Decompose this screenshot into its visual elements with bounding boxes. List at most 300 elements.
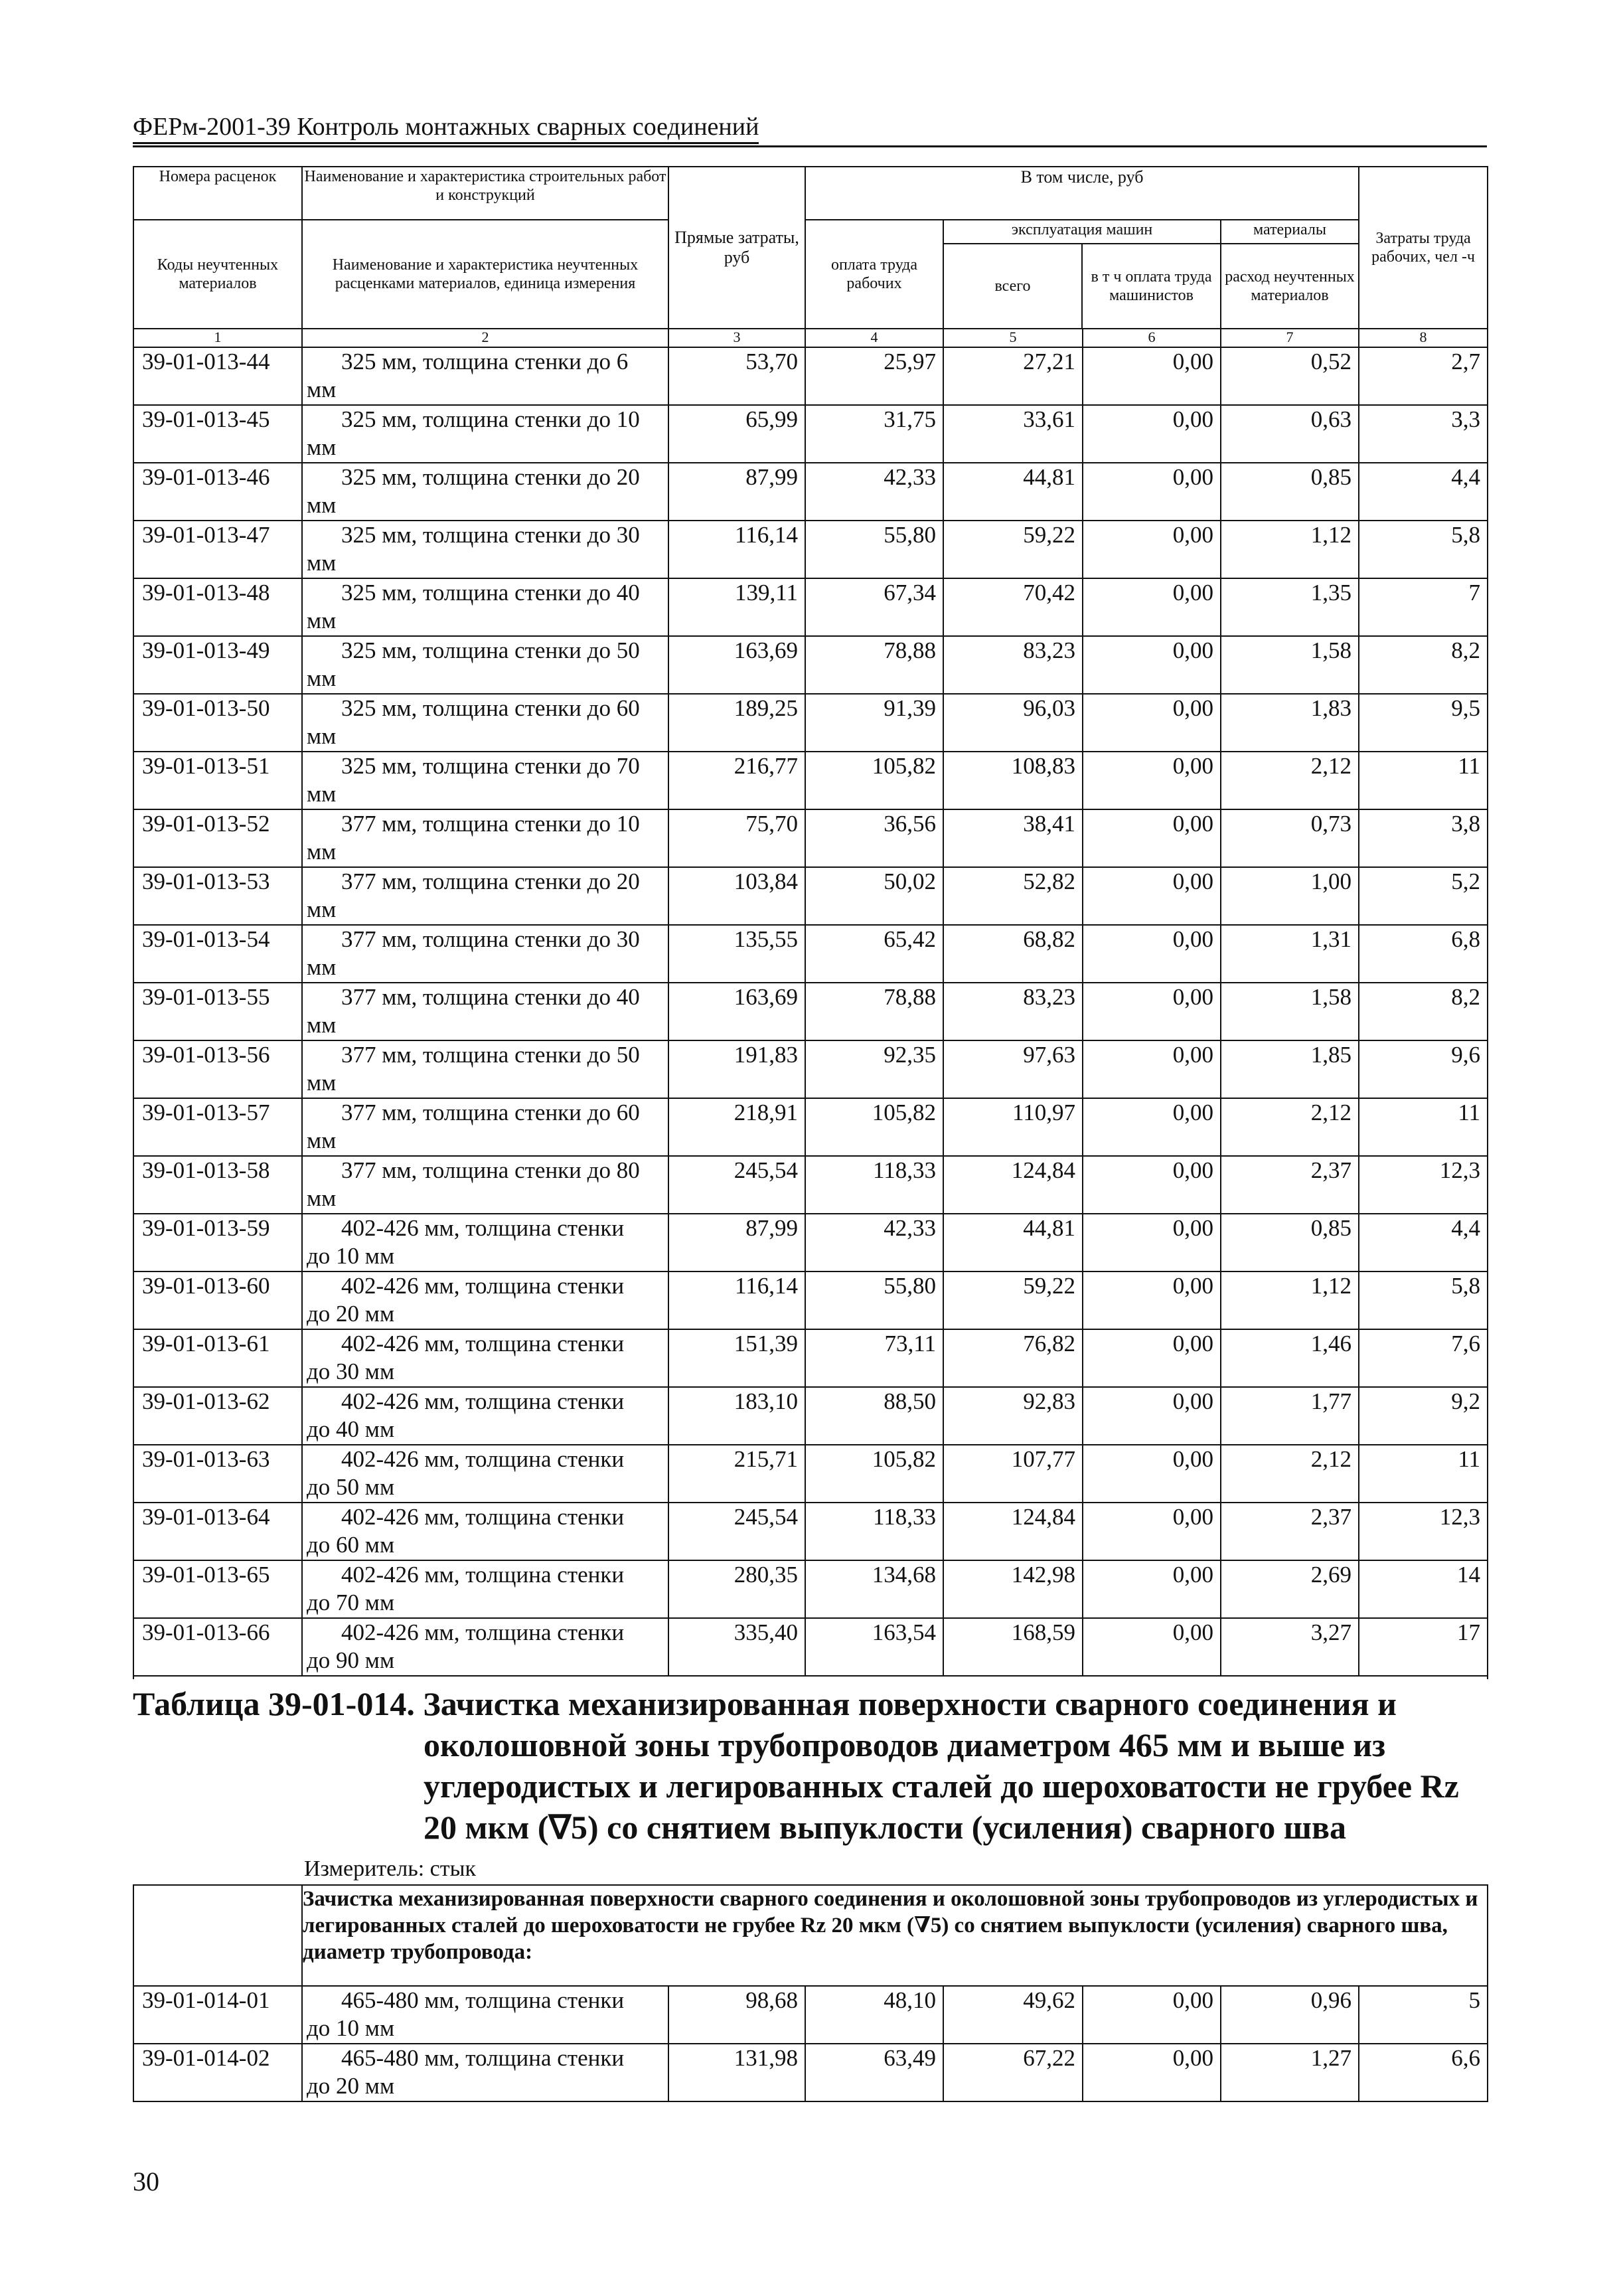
labor-hours: 5,8: [1359, 521, 1488, 578]
col-number: 4: [805, 329, 943, 347]
labor-pay: 67,34: [805, 578, 943, 636]
rate-code: 39-01-014-02: [133, 2044, 302, 2101]
machines-total: 83,23: [943, 636, 1083, 694]
col6-header: в т ч оплата труда машинистов: [1091, 268, 1212, 304]
machines-total: 97,63: [943, 1040, 1083, 1098]
rate-name: [302, 578, 668, 636]
rate-name-line1: 377 мм, толщина стенки до 30: [341, 926, 640, 952]
labor-hours: 6,8: [1359, 925, 1488, 983]
materials-cost: 1,46: [1221, 1329, 1359, 1387]
materials-cost: 0,73: [1221, 809, 1359, 867]
rate-name-line2: до 40 мм: [307, 1416, 395, 1442]
machinist-pay: 0,00: [1083, 2044, 1221, 2101]
labor-hours: 6,6: [1359, 2044, 1488, 2101]
machines-total: 83,23: [943, 983, 1083, 1040]
rate-name-line1: 402-426 мм, толщина стенки: [341, 1273, 625, 1299]
machines-total: 59,22: [943, 521, 1083, 578]
rate-name-line2: мм: [307, 781, 337, 807]
labor-pay: 91,39: [805, 694, 943, 752]
direct-cost: 139,11: [668, 578, 805, 636]
materials-cost: 2,12: [1221, 1098, 1359, 1156]
rate-name-line1: 325 мм, толщина стенки до 60: [341, 695, 640, 721]
machinist-pay: 0,00: [1083, 1156, 1221, 1214]
rate-name: [302, 1156, 668, 1214]
direct-cost: 116,14: [668, 1271, 805, 1329]
rate-name-line2: мм: [307, 550, 337, 576]
rate-code: 39-01-013-60: [133, 1271, 302, 1329]
direct-cost: 218,91: [668, 1098, 805, 1156]
rate-name-line2: до 90 мм: [307, 1647, 395, 1673]
rate-name-line1: 325 мм, толщина стенки до 40: [341, 580, 640, 606]
machinist-pay: 0,00: [1083, 694, 1221, 752]
spacer-row: [133, 1676, 1488, 1679]
labor-hours: 3,8: [1359, 809, 1488, 867]
rate-code: 39-01-013-55: [133, 983, 302, 1040]
rate-code: 39-01-013-59: [133, 1214, 302, 1271]
direct-cost: 131,98: [668, 2044, 805, 2101]
materials-cost: 0,63: [1221, 405, 1359, 463]
machinist-pay: 0,00: [1083, 752, 1221, 809]
table-row: [133, 1618, 1488, 1676]
rate-name-line2: мм: [307, 723, 337, 749]
table2-title: [133, 1683, 1487, 1848]
rate-name-line2: мм: [307, 1127, 337, 1153]
materials-cost: 1,58: [1221, 983, 1359, 1040]
machinist-pay: 0,00: [1083, 405, 1221, 463]
labor-pay: 88,50: [805, 1387, 943, 1445]
rate-name-line2: до 50 мм: [307, 1474, 395, 1500]
machinist-pay: 0,00: [1083, 1986, 1221, 2044]
table-row: [133, 1271, 1488, 1329]
direct-cost: 216,77: [668, 752, 805, 809]
table-row: [133, 1387, 1488, 1445]
rate-name-line1: 325 мм, толщина стенки до 30: [341, 522, 640, 548]
header-title: ФЕРм-2001-39 Контроль монтажных сварных соединений: [133, 112, 759, 144]
direct-cost: 116,14: [668, 521, 805, 578]
rate-name-line2: мм: [307, 1185, 337, 1211]
rate-name-line2: мм: [307, 492, 337, 518]
labor-hours: 9,6: [1359, 1040, 1488, 1098]
rate-name: [302, 2044, 668, 2101]
machines-total: 27,21: [943, 347, 1083, 405]
rate-name: [302, 1986, 668, 2044]
rate-name: [302, 1618, 668, 1676]
materials-cell: [1221, 220, 1359, 329]
machines-total: 107,77: [943, 1445, 1083, 1503]
labor-hours: 7: [1359, 578, 1488, 636]
rate-name: [302, 925, 668, 983]
rate-code: 39-01-013-51: [133, 752, 302, 809]
rate-code: 39-01-013-64: [133, 1503, 302, 1560]
table-row: [133, 1329, 1488, 1387]
materials-cost: 1,58: [1221, 636, 1359, 694]
labor-pay: 73,11: [805, 1329, 943, 1387]
table-row: [133, 521, 1488, 578]
machinist-pay: 0,00: [1083, 1503, 1221, 1560]
rate-code: 39-01-013-52: [133, 809, 302, 867]
rate-name-line2: мм: [307, 1012, 337, 1038]
materials-cost: 1,85: [1221, 1040, 1359, 1098]
rates-body: [133, 347, 1488, 1676]
labor-pay: 55,80: [805, 521, 943, 578]
machines-total: 70,42: [943, 578, 1083, 636]
col-number: 7: [1221, 329, 1359, 347]
rate-name-line2: до 30 мм: [307, 1358, 395, 1384]
table-row: [133, 1560, 1488, 1618]
labor-hours: 4,4: [1359, 1214, 1488, 1271]
rate-code: 39-01-013-48: [133, 578, 302, 636]
rate-name: [302, 867, 668, 925]
machinist-pay: 0,00: [1083, 1040, 1221, 1098]
labor-pay: 163,54: [805, 1618, 943, 1676]
machines-total: 67,22: [943, 2044, 1083, 2101]
labor-pay: 92,35: [805, 1040, 943, 1098]
rate-name-line2: мм: [307, 608, 337, 633]
table-row: [133, 1445, 1488, 1503]
col7-header: расход неучтенных материалов: [1225, 268, 1355, 304]
col2-top-header: Наименование и характеристика строительных работ и конструкций: [302, 167, 668, 220]
rate-name-line2: мм: [307, 954, 337, 980]
col-number: 6: [1083, 329, 1221, 347]
rate-name-line1: 377 мм, толщина стенки до 80: [341, 1157, 640, 1183]
col-number: 1: [133, 329, 302, 347]
labor-pay: 105,82: [805, 752, 943, 809]
materials-cost: 1,27: [1221, 2044, 1359, 2101]
rate-name: [302, 636, 668, 694]
rate-name-line1: 325 мм, толщина стенки до 10: [341, 406, 640, 432]
materials-cost: 2,12: [1221, 1445, 1359, 1503]
labor-hours: 3,3: [1359, 405, 1488, 463]
table-row: [133, 636, 1488, 694]
rate-name-line1: 325 мм, толщина стенки до 6: [341, 349, 629, 374]
labor-pay: 118,33: [805, 1156, 943, 1214]
table-row: [133, 1156, 1488, 1214]
direct-cost: 335,40: [668, 1618, 805, 1676]
rate-name-line2: до 70 мм: [307, 1590, 395, 1615]
rate-name-line2: мм: [307, 434, 337, 460]
col-number: 3: [668, 329, 805, 347]
page-number: 30: [133, 2167, 159, 2196]
materials-cost: 3,27: [1221, 1618, 1359, 1676]
machinist-pay: 0,00: [1083, 1445, 1221, 1503]
direct-cost: 87,99: [668, 463, 805, 521]
machinist-pay: 0,00: [1083, 867, 1221, 925]
incl-header: В том числе, руб: [805, 167, 1359, 220]
machinist-pay: 0,00: [1083, 1618, 1221, 1676]
machinist-pay: 0,00: [1083, 1329, 1221, 1387]
machinist-pay: 0,00: [1083, 1214, 1221, 1271]
rate-name: [302, 983, 668, 1040]
table-row: [133, 752, 1488, 809]
machines-total: 96,03: [943, 694, 1083, 752]
machinist-pay: 0,00: [1083, 521, 1221, 578]
machinist-pay: 0,00: [1083, 636, 1221, 694]
rate-name: [302, 1503, 668, 1560]
machines-total: 124,84: [943, 1503, 1083, 1560]
table-row: [133, 463, 1488, 521]
rate-code: 39-01-013-45: [133, 405, 302, 463]
direct-cost: 280,35: [668, 1560, 805, 1618]
rate-code: 39-01-013-49: [133, 636, 302, 694]
rate-name-line1: 402-426 мм, толщина стенки: [341, 1388, 625, 1414]
machines-total: 124,84: [943, 1156, 1083, 1214]
meter-label: Измеритель: стык: [304, 1856, 476, 1881]
rate-name: [302, 1040, 668, 1098]
direct-cost: 65,99: [668, 405, 805, 463]
machines-subcols: [944, 244, 1220, 328]
machines-header: эксплуатация машин: [944, 220, 1220, 244]
labor-hours: 8,2: [1359, 983, 1488, 1040]
rates-body-2: [133, 1986, 1488, 2101]
labor-hours: 2,7: [1359, 347, 1488, 405]
header-row-2: [133, 220, 1488, 329]
spacer-cell: [133, 1676, 1488, 1679]
table-row: [133, 1503, 1488, 1560]
direct-cost: 151,39: [668, 1329, 805, 1387]
direct-cost: 103,84: [668, 867, 805, 925]
machinist-pay: 0,00: [1083, 1098, 1221, 1156]
rate-name: [302, 347, 668, 405]
table-row: [133, 867, 1488, 925]
rate-code: 39-01-013-63: [133, 1445, 302, 1503]
materials-cost: 2,37: [1221, 1503, 1359, 1560]
rate-code: 39-01-013-66: [133, 1618, 302, 1676]
table-row: [133, 983, 1488, 1040]
rate-name: [302, 1214, 668, 1271]
rate-name-line2: до 60 мм: [307, 1532, 395, 1558]
rate-name-line2: до 10 мм: [307, 1243, 395, 1269]
machines-total: 92,83: [943, 1387, 1083, 1445]
machinist-pay: 0,00: [1083, 1387, 1221, 1445]
rate-name: [302, 1329, 668, 1387]
rate-code: 39-01-013-65: [133, 1560, 302, 1618]
machines-total: 38,41: [943, 809, 1083, 867]
rate-name: [302, 752, 668, 809]
col-number: 5: [943, 329, 1083, 347]
rate-name: [302, 1271, 668, 1329]
group-description: Зачистка механизированная поверхности сварного соединения и околошовной зоны трубопроводов из углеродистых и легированных сталей до шероховатости не грубее Rz 20 мкм (∇5) со снятием выпуклости (усиления) сварного шва, диаметр трубопровода:: [302, 1885, 1488, 1986]
labor-hours: 5,8: [1359, 1271, 1488, 1329]
rate-name-line1: 402-426 мм, толщина стенки: [341, 1446, 625, 1472]
materials-cost: 0,52: [1221, 347, 1359, 405]
direct-cost: 98,68: [668, 1986, 805, 2044]
direct-cost: 75,70: [668, 809, 805, 867]
materials-cost: 2,37: [1221, 1156, 1359, 1214]
machines-total: 108,83: [943, 752, 1083, 809]
direct-cost: 189,25: [668, 694, 805, 752]
rate-name: [302, 405, 668, 463]
materials-cost: 1,00: [1221, 867, 1359, 925]
col1-bottom-header: Коды неучтенных материалов: [133, 220, 302, 329]
rate-name-line2: мм: [307, 665, 337, 691]
machinist-pay: 0,00: [1083, 925, 1221, 983]
rate-name: [302, 694, 668, 752]
direct-cost: 87,99: [668, 1214, 805, 1271]
col3-header: Прямые затраты, руб: [668, 167, 805, 329]
rate-name-line1: 325 мм, толщина стенки до 20: [341, 464, 640, 490]
labor-pay: 105,82: [805, 1445, 943, 1503]
machines-total: 52,82: [943, 867, 1083, 925]
direct-cost: 53,70: [668, 347, 805, 405]
labor-hours: 4,4: [1359, 463, 1488, 521]
machines-total: 49,62: [943, 1986, 1083, 2044]
table-row: [133, 2044, 1488, 2101]
labor-pay: 42,33: [805, 463, 943, 521]
rate-code: 39-01-013-61: [133, 1329, 302, 1387]
rate-name-line1: 465-480 мм, толщина стенки: [341, 2045, 625, 2071]
rate-name-line1: 465-480 мм, толщина стенки: [341, 1987, 625, 2013]
rate-name-line1: 377 мм, толщина стенки до 20: [341, 868, 640, 894]
materials-cost: 1,31: [1221, 925, 1359, 983]
col-number: 2: [302, 329, 668, 347]
rate-name-line1: 377 мм, толщина стенки до 60: [341, 1100, 640, 1125]
rate-name-line2: до 20 мм: [307, 2073, 395, 2099]
table-row: [133, 578, 1488, 636]
direct-cost: 183,10: [668, 1387, 805, 1445]
rate-name-line2: до 10 мм: [307, 2015, 395, 2041]
labor-hours: 7,6: [1359, 1329, 1488, 1387]
labor-hours: 12,3: [1359, 1503, 1488, 1560]
machinist-pay: 0,00: [1083, 983, 1221, 1040]
table-row: [133, 1040, 1488, 1098]
rate-code: 39-01-013-46: [133, 463, 302, 521]
table-row: [133, 694, 1488, 752]
rate-code: 39-01-013-44: [133, 347, 302, 405]
rate-code: 39-01-013-53: [133, 867, 302, 925]
table2-title-lead: Таблица 39-01-014. Зачистка механизированная поверхности сварного соединения и: [133, 1685, 1397, 1722]
labor-pay: 42,33: [805, 1214, 943, 1271]
table-row: [133, 1098, 1488, 1156]
machinist-pay: 0,00: [1083, 809, 1221, 867]
rate-name-line1: 402-426 мм, толщина стенки: [341, 1331, 625, 1356]
machinist-pay: 0,00: [1083, 1271, 1221, 1329]
rate-name-line1: 402-426 мм, толщина стенки: [341, 1619, 625, 1645]
machines-total: 44,81: [943, 1214, 1083, 1271]
rate-code: 39-01-013-54: [133, 925, 302, 983]
labor-hours: 14: [1359, 1560, 1488, 1618]
table2-title-rest: околошовной зоны трубопроводов диаметром 465 мм и выше из углеродистых и легированных сталей до шероховатости не грубее Rz 20 мкм (∇5) со снятием выпуклости (усиления) сварного шва: [424, 1726, 1459, 1846]
labor-hours: 11: [1359, 1445, 1488, 1503]
machinist-pay: 0,00: [1083, 347, 1221, 405]
col1-top-header: Номера расценок: [133, 167, 302, 220]
materials-cost: 1,83: [1221, 694, 1359, 752]
labor-pay: 78,88: [805, 983, 943, 1040]
rate-name: [302, 463, 668, 521]
rate-name-line2: мм: [307, 896, 337, 922]
table-row: [133, 405, 1488, 463]
rate-name: [302, 1098, 668, 1156]
materials-cost: 2,12: [1221, 752, 1359, 809]
rate-code: 39-01-014-01: [133, 1986, 302, 2044]
materials-cost: 0,85: [1221, 1214, 1359, 1271]
group-row: [133, 1885, 1488, 1986]
table-row: [133, 925, 1488, 983]
table-row: [133, 1214, 1488, 1271]
materials-cost: 0,96: [1221, 1986, 1359, 2044]
rate-name-line1: 325 мм, толщина стенки до 50: [341, 637, 640, 663]
materials-cost: 2,69: [1221, 1560, 1359, 1618]
rate-name-line1: 402-426 мм, толщина стенки: [341, 1504, 625, 1530]
col2-bottom-header: Наименование и характеристика неучтенных расценками материалов, единица измерения: [302, 220, 668, 329]
rates-table: [133, 166, 1488, 1679]
labor-pay: 36,56: [805, 809, 943, 867]
machinist-pay: 0,00: [1083, 1560, 1221, 1618]
direct-cost: 163,69: [668, 983, 805, 1040]
direct-cost: 163,69: [668, 636, 805, 694]
rate-name: [302, 1387, 668, 1445]
labor-pay: 31,75: [805, 405, 943, 463]
labor-pay: 78,88: [805, 636, 943, 694]
machines-total: 33,61: [943, 405, 1083, 463]
labor-hours: 11: [1359, 752, 1488, 809]
rate-code: 39-01-013-58: [133, 1156, 302, 1214]
machines-cell: [943, 220, 1221, 329]
direct-cost: 191,83: [668, 1040, 805, 1098]
rate-name-line1: 402-426 мм, толщина стенки: [341, 1562, 625, 1588]
materials-cost: 1,77: [1221, 1387, 1359, 1445]
rates-table-2: [133, 1884, 1488, 2102]
materials-cost: 1,12: [1221, 1271, 1359, 1329]
rate-code: 39-01-013-47: [133, 521, 302, 578]
machines-total: 44,81: [943, 463, 1083, 521]
rate-code: 39-01-013-56: [133, 1040, 302, 1098]
rate-name-line1: 325 мм, толщина стенки до 70: [341, 753, 640, 779]
machines-total: 142,98: [943, 1560, 1083, 1618]
labor-hours: 8,2: [1359, 636, 1488, 694]
rate-name: [302, 521, 668, 578]
direct-cost: 215,71: [668, 1445, 805, 1503]
direct-cost: 135,55: [668, 925, 805, 983]
direct-cost: 245,54: [668, 1156, 805, 1214]
col-number: 8: [1359, 329, 1488, 347]
col4-header: оплата труда рабочих: [805, 220, 943, 329]
rate-code: 39-01-013-57: [133, 1098, 302, 1156]
rate-name-line1: 377 мм, толщина стенки до 40: [341, 984, 640, 1010]
rate-code: 39-01-013-50: [133, 694, 302, 752]
machines-total: 168,59: [943, 1618, 1083, 1676]
rate-name: [302, 1560, 668, 1618]
labor-pay: 105,82: [805, 1098, 943, 1156]
labor-hours: 5,2: [1359, 867, 1488, 925]
machinist-pay: 0,00: [1083, 578, 1221, 636]
labor-pay: 65,42: [805, 925, 943, 983]
column-number-row: [133, 329, 1488, 347]
direct-cost: 245,54: [668, 1503, 805, 1560]
machines-total: 59,22: [943, 1271, 1083, 1329]
labor-pay: 48,10: [805, 1986, 943, 2044]
page-header: [133, 112, 1487, 147]
materials-header: материалы: [1221, 220, 1358, 244]
machines-total: 76,82: [943, 1329, 1083, 1387]
rate-name: [302, 1445, 668, 1503]
group-empty-cell: [133, 1885, 302, 1986]
rate-name-line1: 377 мм, толщина стенки до 10: [341, 811, 640, 837]
labor-pay: 25,97: [805, 347, 943, 405]
labor-pay: 55,80: [805, 1271, 943, 1329]
labor-pay: 118,33: [805, 1503, 943, 1560]
rate-name-line2: мм: [307, 839, 337, 864]
rate-name-line2: мм: [307, 1070, 337, 1096]
labor-hours: 9,5: [1359, 694, 1488, 752]
table-row: [133, 1986, 1488, 2044]
header-row-1: [133, 167, 1488, 220]
labor-pay: 63,49: [805, 2044, 943, 2101]
col8-header: Затраты труда рабочих, чел -ч: [1359, 167, 1488, 329]
rate-name: [302, 809, 668, 867]
col5-header: всего: [944, 244, 1083, 328]
labor-hours: 9,2: [1359, 1387, 1488, 1445]
labor-hours: 11: [1359, 1098, 1488, 1156]
